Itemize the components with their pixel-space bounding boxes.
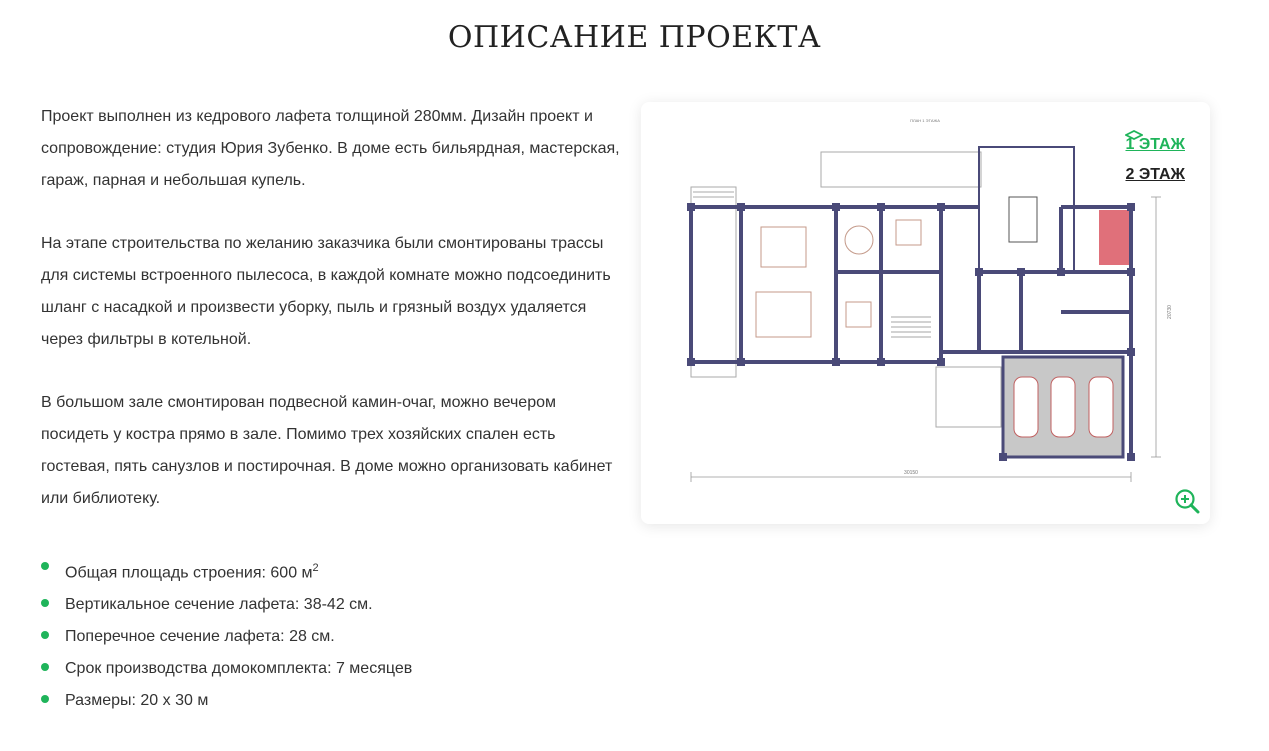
spec-item-production-time: Срок производства домокомплекта: 7 месяцев: [41, 653, 412, 685]
page-title: ОПИСАНИЕ ПРОЕКТА: [447, 20, 822, 55]
plan-header-text: ПЛАН 1 ЭТАЖА: [910, 118, 940, 123]
eye-icon: [1125, 130, 1143, 140]
spec-item-vertical-section: Вертикальное сечение лафета: 38-42 см.: [41, 589, 412, 621]
zoom-in-button[interactable]: [1174, 488, 1200, 514]
specs-list: [41, 552, 412, 717]
project-description: [41, 101, 621, 546]
spec-item-area: Общая площадь строения: 600 $м^2$: [41, 552, 412, 589]
plan-width-dimension: 30150: [904, 470, 918, 476]
bullet-icon: [41, 695, 49, 703]
floor-plan-card: [641, 102, 1210, 524]
bullet-icon: [41, 599, 49, 607]
bullet-icon: [41, 663, 49, 671]
bullet-icon: [41, 631, 49, 639]
description-paragraph-1: Проект выполнен из кедрового лафета толщиной 280мм. Дизайн проект и сопровождение: студия Юрия Зубенко. В доме есть бильярдная, мастерская, гараж, парная и небольшая купель.: [41, 108, 620, 189]
zoom-in-icon: [1174, 488, 1200, 514]
floor-tab-2[interactable]: 2 ЭТАЖ: [1125, 166, 1185, 183]
floor-tabs: [1125, 130, 1185, 190]
spec-item-dimensions: Размеры: 20 х 30 м: [41, 685, 412, 717]
description-paragraph-2: На этапе строительства по желанию заказчика были смонтированы трассы для системы встроенного пылесоса, в каждой комнате можно подсоединить шланг с насадкой и произвести уборку, пыль и грязный воздух удаляется через фильтры в котельной.: [41, 235, 611, 348]
spec-item-cross-section: Поперечное сечение лафета: 28 см.: [41, 621, 412, 653]
plan-height-dimension: 20730: [1167, 305, 1173, 319]
bullet-icon: [41, 562, 49, 570]
floor-tab-1[interactable]: 1 ЭТАЖ: [1125, 130, 1185, 160]
description-paragraph-3: В большом зале смонтирован подвесной камин-очаг, можно вечером посидеть у костра прямо в зале. Помимо трех хозяйских спален есть гостевая, пять санузлов и постирочная. В доме можно организовать кабинет или библиотеку.: [41, 394, 613, 507]
